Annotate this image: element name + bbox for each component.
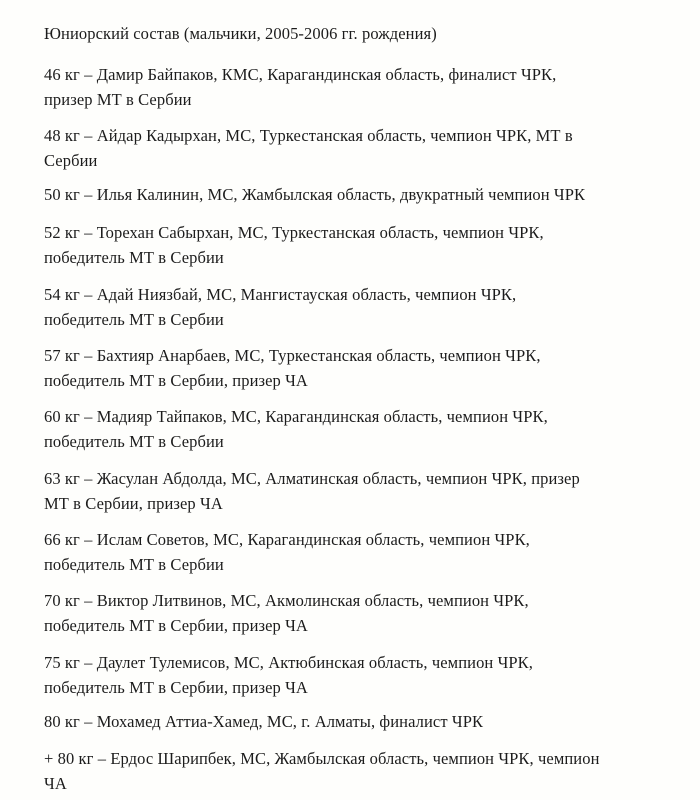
document-title: Юниорский состав (мальчики, 2005-2006 гг. рождения) — [44, 24, 437, 43]
entry-line: Сербии — [44, 151, 98, 170]
entry-line: 50 кг – Илья Калинин, МС, Жамбылская область, двукратный чемпион ЧРК — [44, 185, 586, 204]
entry-line: МТ в Сербии, призер ЧА — [44, 494, 223, 513]
entry-line: победитель МТ в Сербии — [44, 555, 224, 574]
entry-line: 54 кг – Адай Ниязбай, МС, Мангистауская область, чемпион ЧРК, — [44, 285, 517, 304]
entry-line: победитель МТ в Сербии, призер ЧА — [44, 371, 308, 390]
entry-line: призер МТ в Сербии — [44, 90, 192, 109]
entry-line: 70 кг – Виктор Литвинов, МС, Акмолинская область, чемпион ЧРК, — [44, 591, 529, 610]
entry-line: 48 кг – Айдар Кадырхан, МС, Туркестанская область, чемпион ЧРК, МТ в — [44, 126, 573, 145]
entry-line: 66 кг – Ислам Советов, МС, Карагандинская область, чемпион ЧРК, — [44, 530, 530, 549]
entry-line: победитель МТ в Сербии — [44, 310, 224, 329]
roster-entry-57kg — [44, 343, 541, 393]
entry-line: победитель МТ в Сербии — [44, 248, 224, 267]
entry-line: 75 кг – Даулет Тулемисов, МС, Актюбинская область, чемпион ЧРК, — [44, 653, 534, 672]
entry-line: победитель МТ в Сербии, призер ЧА — [44, 678, 308, 697]
roster-entry-48kg — [44, 123, 573, 173]
roster-entry-63kg — [44, 466, 580, 516]
roster-entry-52kg — [44, 220, 544, 270]
entry-line: 63 кг – Жасулан Абдолда, МС, Алматинская область, чемпион ЧРК, призер — [44, 469, 580, 488]
entry-line: + 80 кг – Ердос Шарипбек, МС, Жамбылская область, чемпион ЧРК, чемпион — [44, 749, 600, 768]
entry-line: 46 кг – Дамир Байпаков, КМС, Карагандинская область, финалист ЧРК, — [44, 65, 557, 84]
entry-line: победитель МТ в Сербии, призер ЧА — [44, 616, 308, 635]
roster-entry-50kg — [44, 182, 585, 207]
roster-entry-46kg — [44, 62, 556, 112]
entry-line: 60 кг – Мадияр Тайпаков, МС, Карагандинская область, чемпион ЧРК, — [44, 407, 548, 426]
entry-line: 57 кг – Бахтияр Анарбаев, МС, Туркестанская область, чемпион ЧРК, — [44, 346, 541, 365]
entry-line: 80 кг – Мохамед Аттиа-Хамед, МС, г. Алматы, финалист ЧРК — [44, 712, 484, 731]
entry-line: 52 кг – Торехан Сабырхан, МС, Туркестанская область, чемпион ЧРК, — [44, 223, 544, 242]
roster-entry-66kg — [44, 527, 530, 577]
roster-entry-60kg — [44, 404, 548, 454]
roster-entry-80kg — [44, 709, 483, 734]
roster-entry-70kg — [44, 588, 529, 638]
roster-entry-54kg — [44, 282, 516, 332]
entry-line: победитель МТ в Сербии — [44, 432, 224, 451]
roster-entry-over-80kg — [44, 746, 600, 796]
entry-line: ЧА — [44, 774, 67, 793]
roster-entry-75kg — [44, 650, 533, 700]
